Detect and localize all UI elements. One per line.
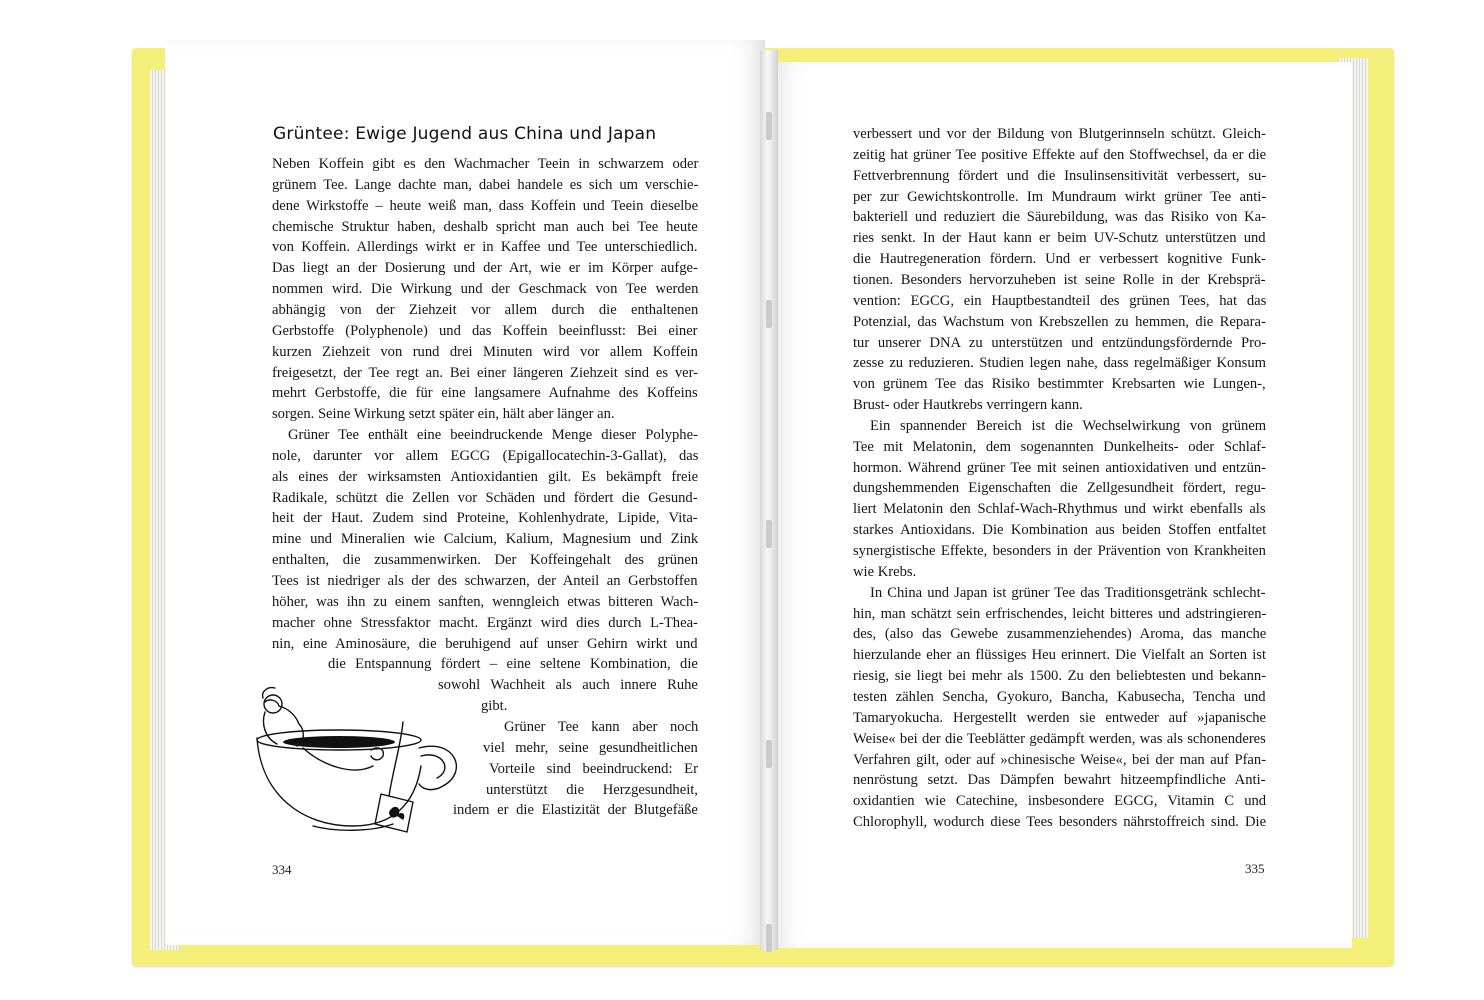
text-line: Verfahren gilt, oder auf »chinesische Weise«, bei der man auf Pfan- xyxy=(853,751,1267,768)
text-line: hormon. Während grüner Tee mit seinen antioxidativen und entzün- xyxy=(853,459,1267,476)
text-line: kurzen Ziehzeit von rund drei Minuten wird vor allem Koffein xyxy=(272,343,698,360)
text-line: ries senkt. In der Haut kann er beim UV-Schutz unterstützen und xyxy=(853,230,1266,247)
text-line: mine und Mineralien wie Calcium, Kalium, Magnesium und Zink xyxy=(272,531,699,548)
text-line: tionen. Besonders hervorzuheben ist seine Rolle in der Krebsprä- xyxy=(853,271,1266,288)
text-line: riesig, sie liegt bei mehr als 1500. Zu den beliebtesten und bekann- xyxy=(853,668,1267,685)
page-number-left: 334 xyxy=(272,862,292,877)
text-line: dene Wirkstoffe – heute weiß man, dass Koffein und Teein dieselbe xyxy=(272,197,699,214)
text-line: Das liegt an der Dosierung und der Art, wie er im Körper aufge- xyxy=(272,260,698,277)
text-line: zeitig hat grüner Tee positive Effekte auf den Stoffwechsel, da er die xyxy=(853,146,1267,163)
text-line: gibt. xyxy=(481,698,508,715)
text-line: nole, darunter vor allem EGCG (Epigallocatechin-3-Gallat), das xyxy=(272,447,699,464)
book-gutter xyxy=(760,50,778,950)
text-line: hin, man schätzt sein erfrischendes, leicht bitteres und adstringieren- xyxy=(853,605,1267,622)
binding-stitch xyxy=(766,924,772,952)
binding-stitch xyxy=(766,112,772,140)
text-line: grünem Tee. Lange dachte man, dabei handele es sich um verschie- xyxy=(272,176,699,193)
text-line: heit der Haut. Zudem sind Proteine, Kohlenhydrate, Lipide, Vita- xyxy=(272,510,698,527)
text-line: indem er die Elastizität der Blutgefäße xyxy=(453,802,698,819)
text-line: Radikale, schützt die Zellen vor Schäden und fördert die Gesund- xyxy=(272,489,698,506)
text-line: sowohl Wachheit als auch innere Ruhe xyxy=(438,677,698,694)
text-line: testen zählen Sencha, Gyokuro, Bancha, Kabusecha, Tencha und xyxy=(853,688,1266,705)
text-line: nenröstung setzt. Das Dämpfen bewahrt hitzeempfindliche Anti- xyxy=(853,772,1266,789)
text-line: nin, eine Aminosäure, die beruhigend auf unser Gehirn wirkt und xyxy=(272,635,698,652)
text-line: bakteriell und reduziert die Säurebildung, was das Risiko von Ka- xyxy=(853,209,1267,226)
text-line: Grüner Tee kann aber noch xyxy=(504,718,699,735)
text-line: synergistische Effekte, besonders in der Prävention von Krankheiten xyxy=(853,543,1266,559)
chapter-heading: Grüntee: Ewige Jugend aus China und Japan xyxy=(273,124,657,144)
text-line: In China und Japan ist grüner Tee das Traditionsgetränk schlecht- xyxy=(870,584,1266,601)
text-line: vention: EGCG, ein Hauptbestandteil des grünen Tees, hat das xyxy=(853,292,1267,309)
text-line: die Hautregeneration fördern. Und er verbessert kognitive Funk- xyxy=(853,251,1266,268)
text-line: Chlorophyll, wodurch diese Tees besonders nährstoffreich sind. Die xyxy=(853,814,1267,831)
text-line: nommen wird. Die Wirkung und der Geschmack von Tee werden xyxy=(272,281,699,298)
text-line: Ein spannender Bereich ist die Wechselwirkung von grünem xyxy=(870,417,1267,434)
text-line: die Entspannung fördert – eine seltene Kombination, die xyxy=(328,656,698,673)
binding-stitch xyxy=(766,740,772,768)
text-line: als eines der wirksamsten Antioxidantien gilt. Es bekämpft freie xyxy=(272,468,699,485)
text-line: Fettverbrennung fördert und die Insulinsensitivität verbessert, su- xyxy=(853,167,1267,184)
text-line: des, (also das Gewebe zusammenziehendes) Aroma, das manche xyxy=(853,626,1267,643)
text-line: verbessert und vor der Bildung von Blutgerinnseln schützt. Gleich- xyxy=(853,126,1266,142)
text-line: liert Melatonin den Schlaf-Wach-Rhythmus und wirkt ebenfalls als xyxy=(853,501,1266,518)
text-line: chemische Struktur haben, deshalb spricht man auch bei Tee heute xyxy=(272,218,698,235)
text-line: oxidantien wie Catechine, insbesondere EGCG, Vitamin C und xyxy=(853,793,1267,810)
text-line: mehrt Gerbstoffe, die für eine langsamere Aufnahme des Koffeins xyxy=(272,385,698,402)
text-line: Potenzial, das Wachstum von Krebszellen zu hemmen, die Repara- xyxy=(853,313,1266,330)
text-line: enthalten, die zusammenwirken. Der Koffeingehalt des grünen xyxy=(272,552,699,569)
binding-stitch xyxy=(766,300,772,328)
text-line: per zur Gewichtskontrolle. Im Mundraum wirkt grüner Tee anti- xyxy=(853,188,1267,205)
text-line: von Koffein. Allerdings wirkt er in Kaffee und Tee unterschiedlich. xyxy=(272,239,698,256)
text-line: macher ohne Stressfaktor macht. Ergänzt wird dies durch L-Thea- xyxy=(272,614,698,631)
text-line: unterstützt die Herzgesundheit, xyxy=(486,781,698,798)
text-line: Brust- oder Hautkrebs verringern kann. xyxy=(853,397,1083,414)
woman-bathing-in-teacup-icon xyxy=(243,686,473,836)
text-line: von grünem Tee das Risiko bestimmter Krebsarten wie Lungen-, xyxy=(853,376,1266,393)
text-line: Tamaryokucha. Hergestellt werden sie entweder auf »japanische xyxy=(853,709,1266,726)
text-line: zesse zu reduzieren. Studien legen nahe, dass regelmäßiger Konsum xyxy=(853,355,1266,372)
text-line: Tees ist niedriger als der des schwarzen, der Anteil an Gerbstoffen xyxy=(272,573,698,589)
text-line: Grüner Tee enthält eine beeindruckende Menge dieser Polyphe- xyxy=(288,427,698,444)
text-line: Vorteile sind beeindruckend: Er xyxy=(489,760,698,777)
text-line: Tee mit Melatonin, dem sogenannten Dunkelheits- oder Schlaf- xyxy=(853,438,1267,455)
text-line: hierzulande eher an flüssiges Heu erinnert. Die Vielfalt an Sorten ist xyxy=(853,647,1267,664)
text-line: tur unserer DNA zu unterstützen und entzündungsfördernde Pro- xyxy=(853,334,1267,351)
text-line: viel mehr, seine gesundheitlichen xyxy=(483,739,698,756)
text-line: Neben Koffein gibt es den Wachmacher Teein in schwarzem oder xyxy=(272,156,699,172)
binding-stitch xyxy=(766,520,772,548)
page-number-right: 335 xyxy=(1245,861,1265,876)
text-line: Weise« bei der die Teeblätter gedämpft werden, was als schonenderes xyxy=(853,730,1266,747)
text-line: sorgen. Seine Wirkung setzt später ein, hält aber länger an. xyxy=(272,406,615,423)
text-line: dungshemmenden Eigenschaften die Zellgesundheit fördert, regu- xyxy=(853,480,1266,497)
text-line: höher, was ihn zu einem sanften, wenngleich etwas bitteren Wach- xyxy=(272,593,699,610)
text-line: freigesetzt, der Tee regt an. Bei einer längeren Ziehzeit sind es ver- xyxy=(272,364,699,381)
text-line: starkes Antioxidans. Die Kombination aus beiden Stoffen entfaltet xyxy=(853,522,1267,539)
text-line: Gerbstoffe (Polyphenole) und das Koffein beeinflusst: Bei einer xyxy=(272,322,698,339)
text-line: wie Krebs. xyxy=(853,563,917,580)
text-line: abhängig von der Ziehzeit vor allem durch die enthaltenen xyxy=(272,301,699,318)
